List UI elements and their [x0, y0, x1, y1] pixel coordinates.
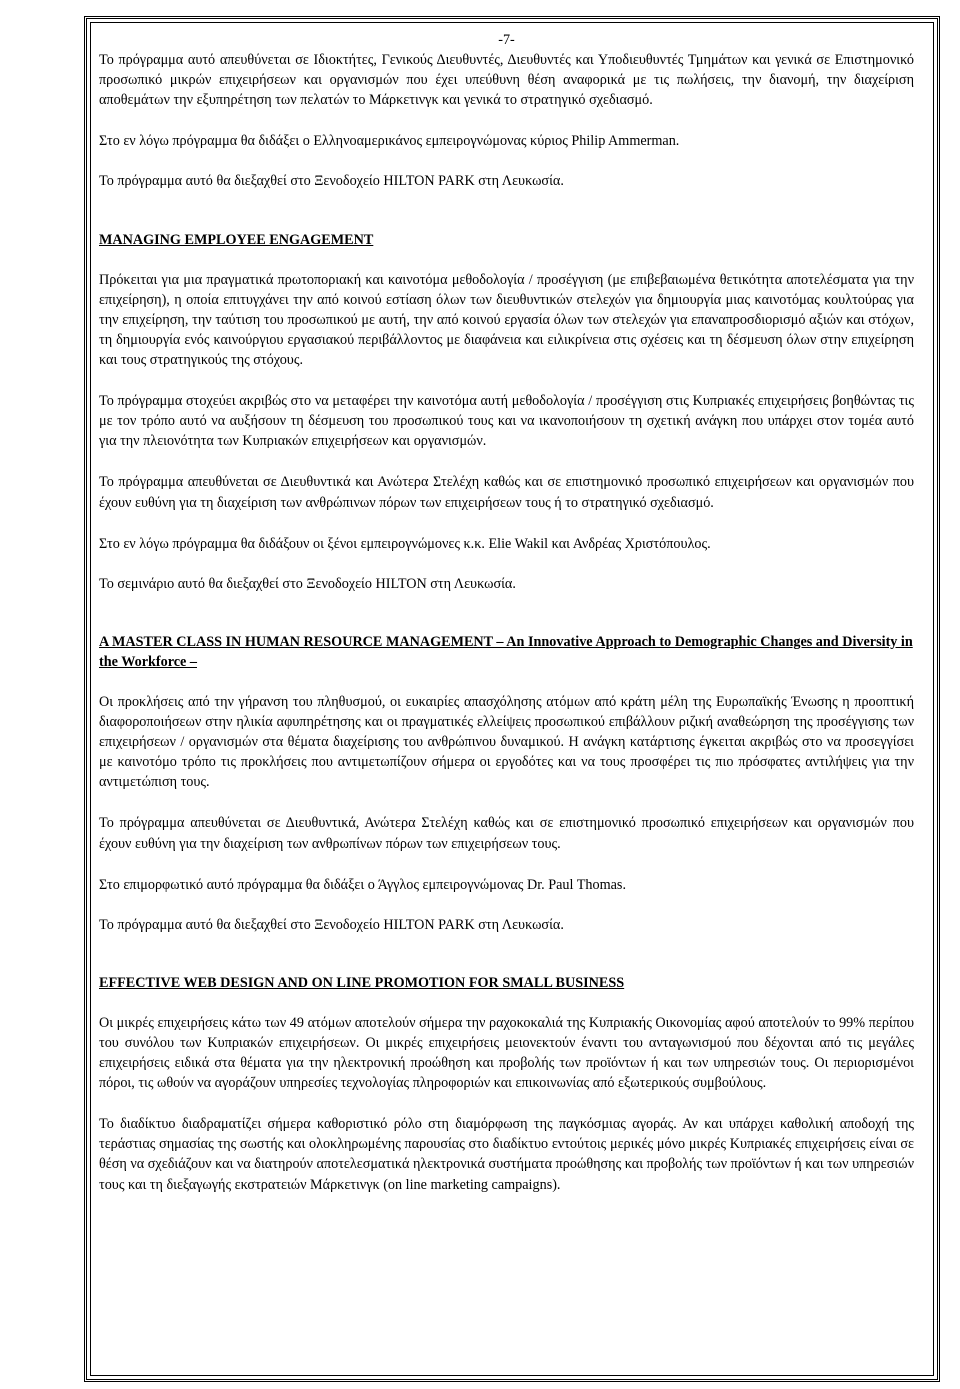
section1-paragraph-1: Πρόκειται για μια πραγματικά πρωτοποριακή και καινοτόμα μεθοδολογία / προσέγγιση (με επιβεβαιωμένα θετικότητα αποτελέσματα για την επιχείρηση), η οποία επιτυγχάνει την από κοινού εστίαση όλων των διευθυντικών στελεχών για δημιουργία μιας καινοτόμας κουλτούρας για την επιχείρηση, την ταύτιση του προσωπικού με αυτή, την από κοινού εργασία όλων των στελεχών για επαναπροσδιορισμό αξιών και στόχων, τη δημιουργία ενός καινούργιου εργασιακού περιβάλλοντος με διαφάνεια και ειλικρίνεια στις σχέσεις και τη δέσμευση όλων στην επιχείρηση και τους στρατηγικούς της στόχους. — [99, 271, 914, 369]
section2-paragraph-3: Στο επιμορφωτικό αυτό πρόγραμμα θα διδάξει ο Άγγλος εμπειρογνώμονας Dr. Paul Thomas. — [99, 876, 626, 893]
intro-paragraph-1: Το πρόγραμμα αυτό απευθύνεται σε Ιδιοκτήτες, Γενικούς Διευθυντές, Διευθυντές και Υποδιευθυντές Τμημάτων και γενικά σε Επιστημονικό προσωπικό μικρών επιχειρήσεων και οργανισμών που έχει υπεύθυνη θέση αναφορικά με τις πωλήσεις, την διανομή, την διαχείριση αποθεμάτων την εξυπηρέτηση των πελατών το Μάρκετινγκ και γενικά το στρατηγικό σχεδιασμό. — [99, 52, 914, 109]
section3-paragraph-2: Το διαδίκτυο διαδραματίζει σήμερα καθοριστικό ρόλο στη διαμόρφωση της παγκόσμιας αγοράς. Αν και υπάρχει καθολική αποδοχή της τεράστιας σημασίας της σωστής και ολοκληρωμένης παρουσίας στο διαδίκτυο εντούτοις μερικές μόνο μικρές Κυπριακές επιχειρήσεις είναι σε θέση να σχεδιάζουν και να διατηρούν αποτελεσματικά ηλεκτρονικά συστήματα προώθησης και προβολής των προϊόντων ή και των υπηρεσιών τους και τη διεξαγωγής εκστρατειών Μάρκετινγκ (on line marketing campaigns). — [99, 1116, 914, 1193]
section3-paragraph-1: Οι μικρές επιχειρήσεις κάτω των 49 ατόμων αποτελούν σήμερα την ραχοκοκαλιά της Κυπριακής Οικονομίας αφού αποτελούν το 99% περίπου του συνόλου των Κυπριακών επιχειρήσεων. Οι μικρές επιχειρήσεις μειονεκτούν έναντι του ανταγωνισμού που δέχονται από τις μεγάλες επιχειρήσεις ειδικά στα θέματα για την ηλεκτρονική προώθηση και προβολής των προϊόντων ή και των υπηρεσιών τους. Οι περιορισμένοι πόροι, τις ωθούν να αγοράζουν υπηρεσίες τεχνολογίας πληροφοριών και επικοινωνίας από εξωτερικούς συμβούλους. — [99, 1014, 914, 1092]
section1-paragraph-5: Το σεμινάριο αυτό θα διεξαχθεί στο Ξενοδοχείο HILTON στη Λευκωσία. — [99, 575, 516, 592]
section2-paragraph-1: Οι προκλήσεις από την γήρανση του πληθυσμού, οι ευκαιρίες απασχόλησης ατόμων από κράτη μέλη της Ευρωπαϊκής Ένωσης η προοπτική διαφοροποιήσεων στην ηλικία αφυπηρέτησης και οι πραγματικές ελλείψεις προσωπικού επιβάλλουν ριζική αναθεώρηση της προσέγγισης των επιχειρήσεων / οργανισμών στα θέματα διαχείρισης του ανθρώπινου δυναμικού. Η ανάγκη κατάρτισης έγκειται ακριβώς στο να προσεγγίσει με καινοτόμο τρόπο τις προκλήσεις που αντιμετωπίζουν σήμερα οι εργοδότες και να τους προσφέρει τις πιο πρόσφατες αντιλήψεις για την αντιμετώπιση τους. — [99, 693, 914, 791]
section-title-master-class-hr: A MASTER CLASS IN HUMAN RESOURCE MANAGEMENT – An Innovative Approach to Demographic Changes and Diversity in the Workforce – — [99, 633, 913, 670]
page-number: -7- — [498, 32, 515, 48]
section-title-effective-web-design: EFFECTIVE WEB DESIGN AND ON LINE PROMOTION FOR SMALL BUSINESS — [99, 974, 625, 991]
section1-paragraph-4: Στο εν λόγω πρόγραμμα θα διδάξουν οι ξένοι εμπειρογνώμονες κ.κ. Elie Wakil και Ανδρέας Χριστόπουλος. — [99, 535, 711, 552]
page-content — [99, 30, 914, 1195]
intro-paragraph-3: Το πρόγραμμα αυτό θα διεξαχθεί στο Ξενοδοχείο HILTON PARK στη Λευκωσία. — [99, 173, 564, 190]
section1-paragraph-2: Το πρόγραμμα στοχεύει ακριβώς στο να μεταφέρει την καινοτόμα αυτή μεθοδολογία / προσέγγιση στις Κυπριακές επιχειρήσεις βοηθώντας τις με τον τρόπο αυτό να αυξήσουν τη δέσμευση του προσωπικού τους και να ικανοποιήσουν τη σχετική ανάγκη που υπάρχει στον τομέα αυτό για την πλειονότητα των Κυπριακών επιχειρήσεων και οργανισμών. — [99, 393, 914, 450]
section-title-managing-employee-engagement: MANAGING EMPLOYEE ENGAGEMENT — [99, 231, 374, 248]
intro-paragraph-2: Στο εν λόγω πρόγραμμα θα διδάξει ο Ελληνοαμερικάνος εμπειρογνώμονας κύριος Philip Ammerman. — [99, 133, 680, 150]
section1-paragraph-3: Το πρόγραμμα απευθύνεται σε Διευθυντικά και Ανώτερα Στελέχη καθώς και σε επιστημονικό προσωπικό επιχειρήσεων και οργανισμών που έχουν ευθύνη για τη διαχείριση των ανθρώπινων πόρων των επιχειρήσεων τους ή το στρατηγικό σχεδιασμό. — [99, 474, 914, 511]
section2-paragraph-2: Το πρόγραμμα απευθύνεται σε Διευθυντικά, Ανώτερα Στελέχη καθώς και σε επιστημονικό προσωπικό επιχειρήσεων και οργανισμών που έχουν ευθύνη για την διαχείριση των ανθρωπίνων πόρων των επιχειρήσεων τους. — [99, 815, 914, 852]
section2-paragraph-4: Το πρόγραμμα αυτό θα διεξαχθεί στο Ξενοδοχείο HILTON PARK στη Λευκωσία. — [99, 916, 564, 933]
